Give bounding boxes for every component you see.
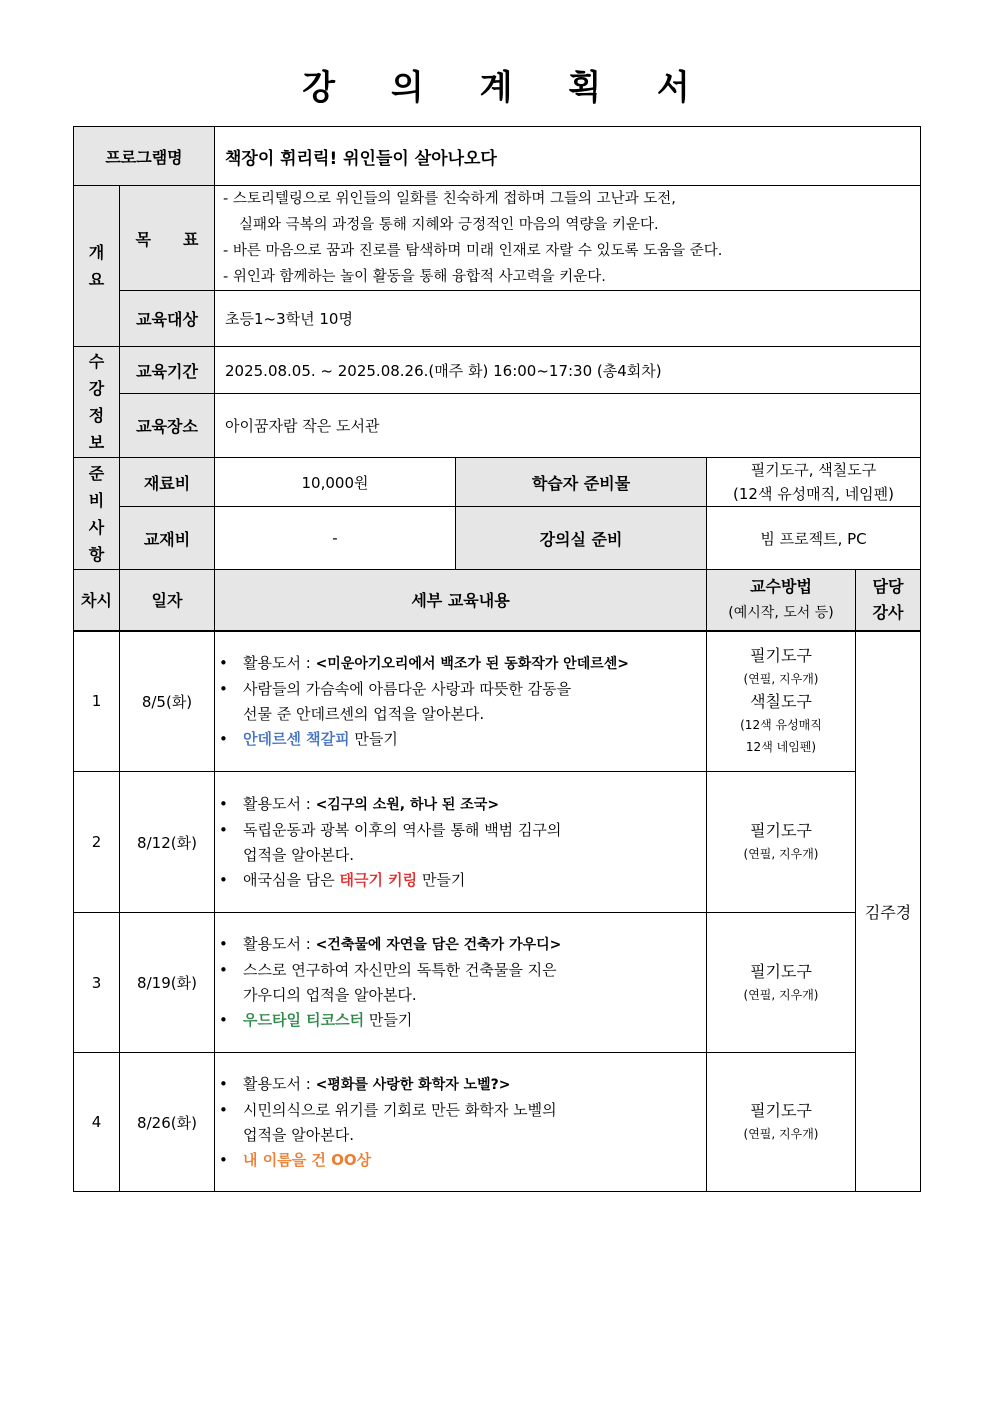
session-method: 필기도구 (연필, 지우개) [707, 772, 856, 913]
description-line: • 사람들의 가슴속에 아름다운 사랑과 따뜻한 감동을 선물 준 안데르센의 업적을 알아본다. [243, 677, 706, 727]
book-line: • 활용도서 : <평화를 사랑한 화학자 노벨?> [243, 1072, 706, 1098]
session-number: 2 [74, 772, 120, 913]
material-fee-label: 재료비 [120, 458, 215, 507]
instructor-header-line-2: 강사 [872, 602, 904, 622]
book-line: • 활용도서 : <김구의 소원, 하나 된 조국> [243, 792, 706, 818]
activity-name: 우드타일 티코스터 [243, 1011, 365, 1029]
session-method: 필기도구 (연필, 지우개) 색칠도구 (12색 유성매직 12색 네임펜) [707, 631, 856, 772]
description-line: • 스스로 연구하여 자신만의 독특한 건축물을 지은 가우디의 업적을 알아본다. [243, 958, 706, 1008]
content-header: 세부 교육내용 [215, 570, 707, 631]
session-header: 차시 [74, 570, 120, 631]
goal-line-1: - 스토리텔링으로 위인들의 일화를 친숙하게 접하며 그들의 고난과 도전, [223, 191, 676, 207]
room-prep-label: 강의실 준비 [456, 507, 707, 570]
goal-label: 목 표 [120, 186, 215, 291]
session-number: 3 [74, 913, 120, 1053]
session-content [215, 913, 707, 1053]
activity-line: • 우드타일 티코스터 만들기 [243, 1008, 706, 1033]
document-title: 강 의 계 획 서 [302, 68, 712, 108]
session-date: 8/5(화) [120, 631, 215, 772]
material-fee-value: 10,000원 [215, 458, 456, 507]
session-row [74, 631, 921, 772]
place-label: 교육장소 [120, 394, 215, 458]
info-section-label: 수 강 정 보 [74, 347, 120, 458]
activity-name: 내 이름을 건 OO상 [243, 1150, 372, 1169]
description-line: • 독립운동과 광복 이후의 역사를 통해 백범 김구의 업적을 알아본다. [243, 818, 706, 868]
period-value: 2025.08.05. ~ 2025.08.26.(매주 화) 16:00~17:30 (총4회차) [215, 347, 921, 394]
instructor-header-line-1: 담당 [872, 576, 904, 596]
activity-line: • 안데르센 책갈피 만들기 [243, 727, 706, 752]
room-prep-value: 빔 프로젝트, PC [707, 507, 921, 570]
session-date: 8/26(화) [120, 1053, 215, 1192]
session-row [74, 772, 921, 913]
goal-line-4: - 위인과 함께하는 놀이 활동을 통해 융합적 사고력을 키운다. [223, 269, 606, 285]
overview-section-label: 개 요 [74, 186, 120, 347]
session-row [74, 1053, 921, 1192]
instructor-name: 김주경 [856, 631, 921, 1192]
place-value: 아이꿈자람 작은 도서관 [215, 394, 921, 458]
session-method: 필기도구 (연필, 지우개) [707, 913, 856, 1053]
learner-prep-line-2: (12색 유성매직, 네임펜) [733, 485, 895, 503]
learner-prep-line-1: 필기도구, 색칠도구 [750, 461, 877, 479]
book-title: <평화를 사랑한 화학자 노벨?> [315, 1076, 511, 1093]
activity-line [243, 1148, 706, 1173]
learner-prep-value [707, 458, 921, 507]
book-title: <미운아기오리에서 백조가 된 동화작가 안데르센> [315, 655, 629, 672]
goal-list [215, 186, 921, 291]
lecture-plan-table [73, 126, 921, 1192]
place-row [74, 394, 921, 458]
session-row [74, 913, 921, 1053]
session-date: 8/12(화) [120, 772, 215, 913]
period-label: 교육기간 [120, 347, 215, 394]
goal-line-2: 실패와 극복의 과정을 통해 지혜와 긍정적인 마음의 역량을 키운다. [239, 217, 659, 233]
textbook-fee-row [74, 507, 921, 570]
learner-prep-label: 학습자 준비물 [456, 458, 707, 507]
method-header-line-1: 교수방법 [750, 576, 812, 596]
target-value: 초등1~3학년 10명 [215, 291, 921, 347]
program-row [74, 127, 921, 186]
target-row [74, 291, 921, 347]
book-line: • 활용도서 : <미운아기오리에서 백조가 된 동화작가 안데르센> [243, 651, 706, 677]
description-line: • 시민의식으로 위기를 기회로 만든 화학자 노벨의 업적을 알아본다. [243, 1098, 706, 1148]
date-header: 일자 [120, 570, 215, 631]
period-row [74, 347, 921, 394]
textbook-fee-label: 교재비 [120, 507, 215, 570]
goal-row [74, 186, 921, 291]
prep-section-label: 준 비 사 항 [74, 458, 120, 570]
session-date: 8/19(화) [120, 913, 215, 1053]
session-content [215, 1053, 707, 1192]
session-number: 4 [74, 1053, 120, 1192]
schedule-header-row [74, 570, 921, 631]
target-label: 교육대상 [120, 291, 215, 347]
method-header-line-2: (예시작, 도서 등) [728, 604, 834, 621]
activity-line: • 애국심을 담은 태극기 키링 만들기 [243, 868, 706, 893]
book-title: <김구의 소원, 하나 된 조국> [315, 796, 500, 813]
activity-name: 안데르센 책갈피 [243, 729, 350, 748]
goal-line-3: - 바른 마음으로 꿈과 진로를 탐색하며 미래 인재로 자랄 수 있도록 도움을 준다. [223, 243, 723, 259]
instructor-header [856, 570, 921, 631]
activity-name: 태극기 키링 [339, 870, 418, 889]
program-label: 프로그램명 [74, 127, 215, 186]
textbook-fee-value: - [215, 507, 456, 570]
session-number: 1 [74, 631, 120, 772]
session-method: 필기도구 (연필, 지우개) [707, 1053, 856, 1192]
book-title: <건축물에 자연을 담은 건축가 가우디> [315, 937, 562, 953]
method-header [707, 570, 856, 631]
book-line: • 활용도서 : <건축물에 자연을 담은 건축가 가우디> [243, 932, 706, 958]
program-name: 책장이 휘리릭! 위인들이 살아나오다 [215, 127, 921, 186]
session-content [215, 772, 707, 913]
material-fee-row [74, 458, 921, 507]
session-content [215, 631, 707, 772]
